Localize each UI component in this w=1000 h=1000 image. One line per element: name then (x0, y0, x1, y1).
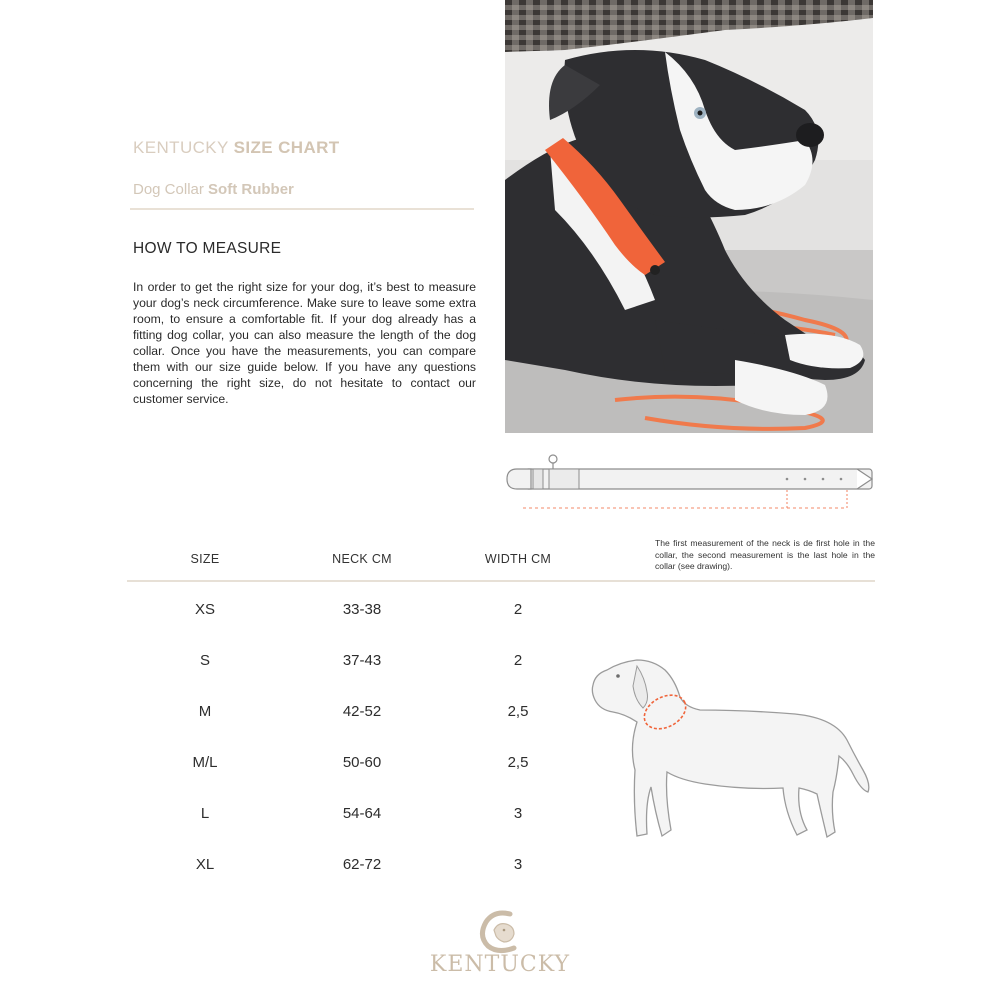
row-neck: 50-60 (342, 754, 382, 771)
table-divider (127, 580, 875, 582)
row-neck: 33-38 (342, 601, 382, 618)
row-size: L (200, 805, 210, 822)
dog-outline-icon (585, 652, 875, 847)
product-name: Dog Collar (133, 181, 204, 198)
row-width: 3 (513, 856, 523, 873)
table-header-size: SIZE (190, 552, 220, 566)
dog-photo (505, 0, 873, 433)
row-size: S (199, 652, 210, 669)
row-size: XL (195, 856, 215, 873)
table-header-width: WIDTH CM (484, 552, 552, 566)
row-width: 2,5 (507, 754, 529, 771)
how-to-measure-text: In order to get the right size for your dog, it’s best to measure your dog’s neck circumference. Make sure to leave some extra room, to ensure a comfortable fit. If your dog already has a fitting dog collar, you can also measure the length of the dog collar. Once you have the measurements, you can compare them with our size guide below. If you have any questions concerning the right size, do not hesitate to contact our customer service. (133, 280, 476, 406)
title-bold: SIZE CHART (233, 138, 340, 157)
row-size: M (198, 703, 212, 720)
row-width: 2,5 (507, 703, 529, 720)
row-width: 2 (513, 601, 523, 618)
row-neck: 62-72 (342, 856, 382, 873)
table-header-neck: NECK CM (332, 552, 392, 566)
page-title (133, 138, 340, 158)
row-size: XS (194, 601, 215, 618)
how-to-measure-heading: HOW TO MEASURE (133, 240, 282, 257)
row-width: 2 (513, 652, 523, 669)
product-variant: Soft Rubber (208, 181, 294, 198)
brand-name: KENTUCKY (133, 138, 229, 157)
row-width: 3 (513, 805, 523, 822)
header-divider (130, 208, 474, 210)
row-neck: 37-43 (342, 652, 382, 669)
collar-drawing-icon (505, 452, 875, 514)
kentucky-logo-text: KENTUCKY (429, 952, 571, 977)
row-neck: 42-52 (342, 703, 382, 720)
product-subtitle (133, 181, 294, 198)
row-neck: 54-64 (342, 805, 382, 822)
measurement-note: The first measurement of the neck is de first hole in the collar, the second measurement is the last hole in the collar (see drawing). (655, 538, 875, 571)
row-size: M/L (192, 754, 218, 771)
